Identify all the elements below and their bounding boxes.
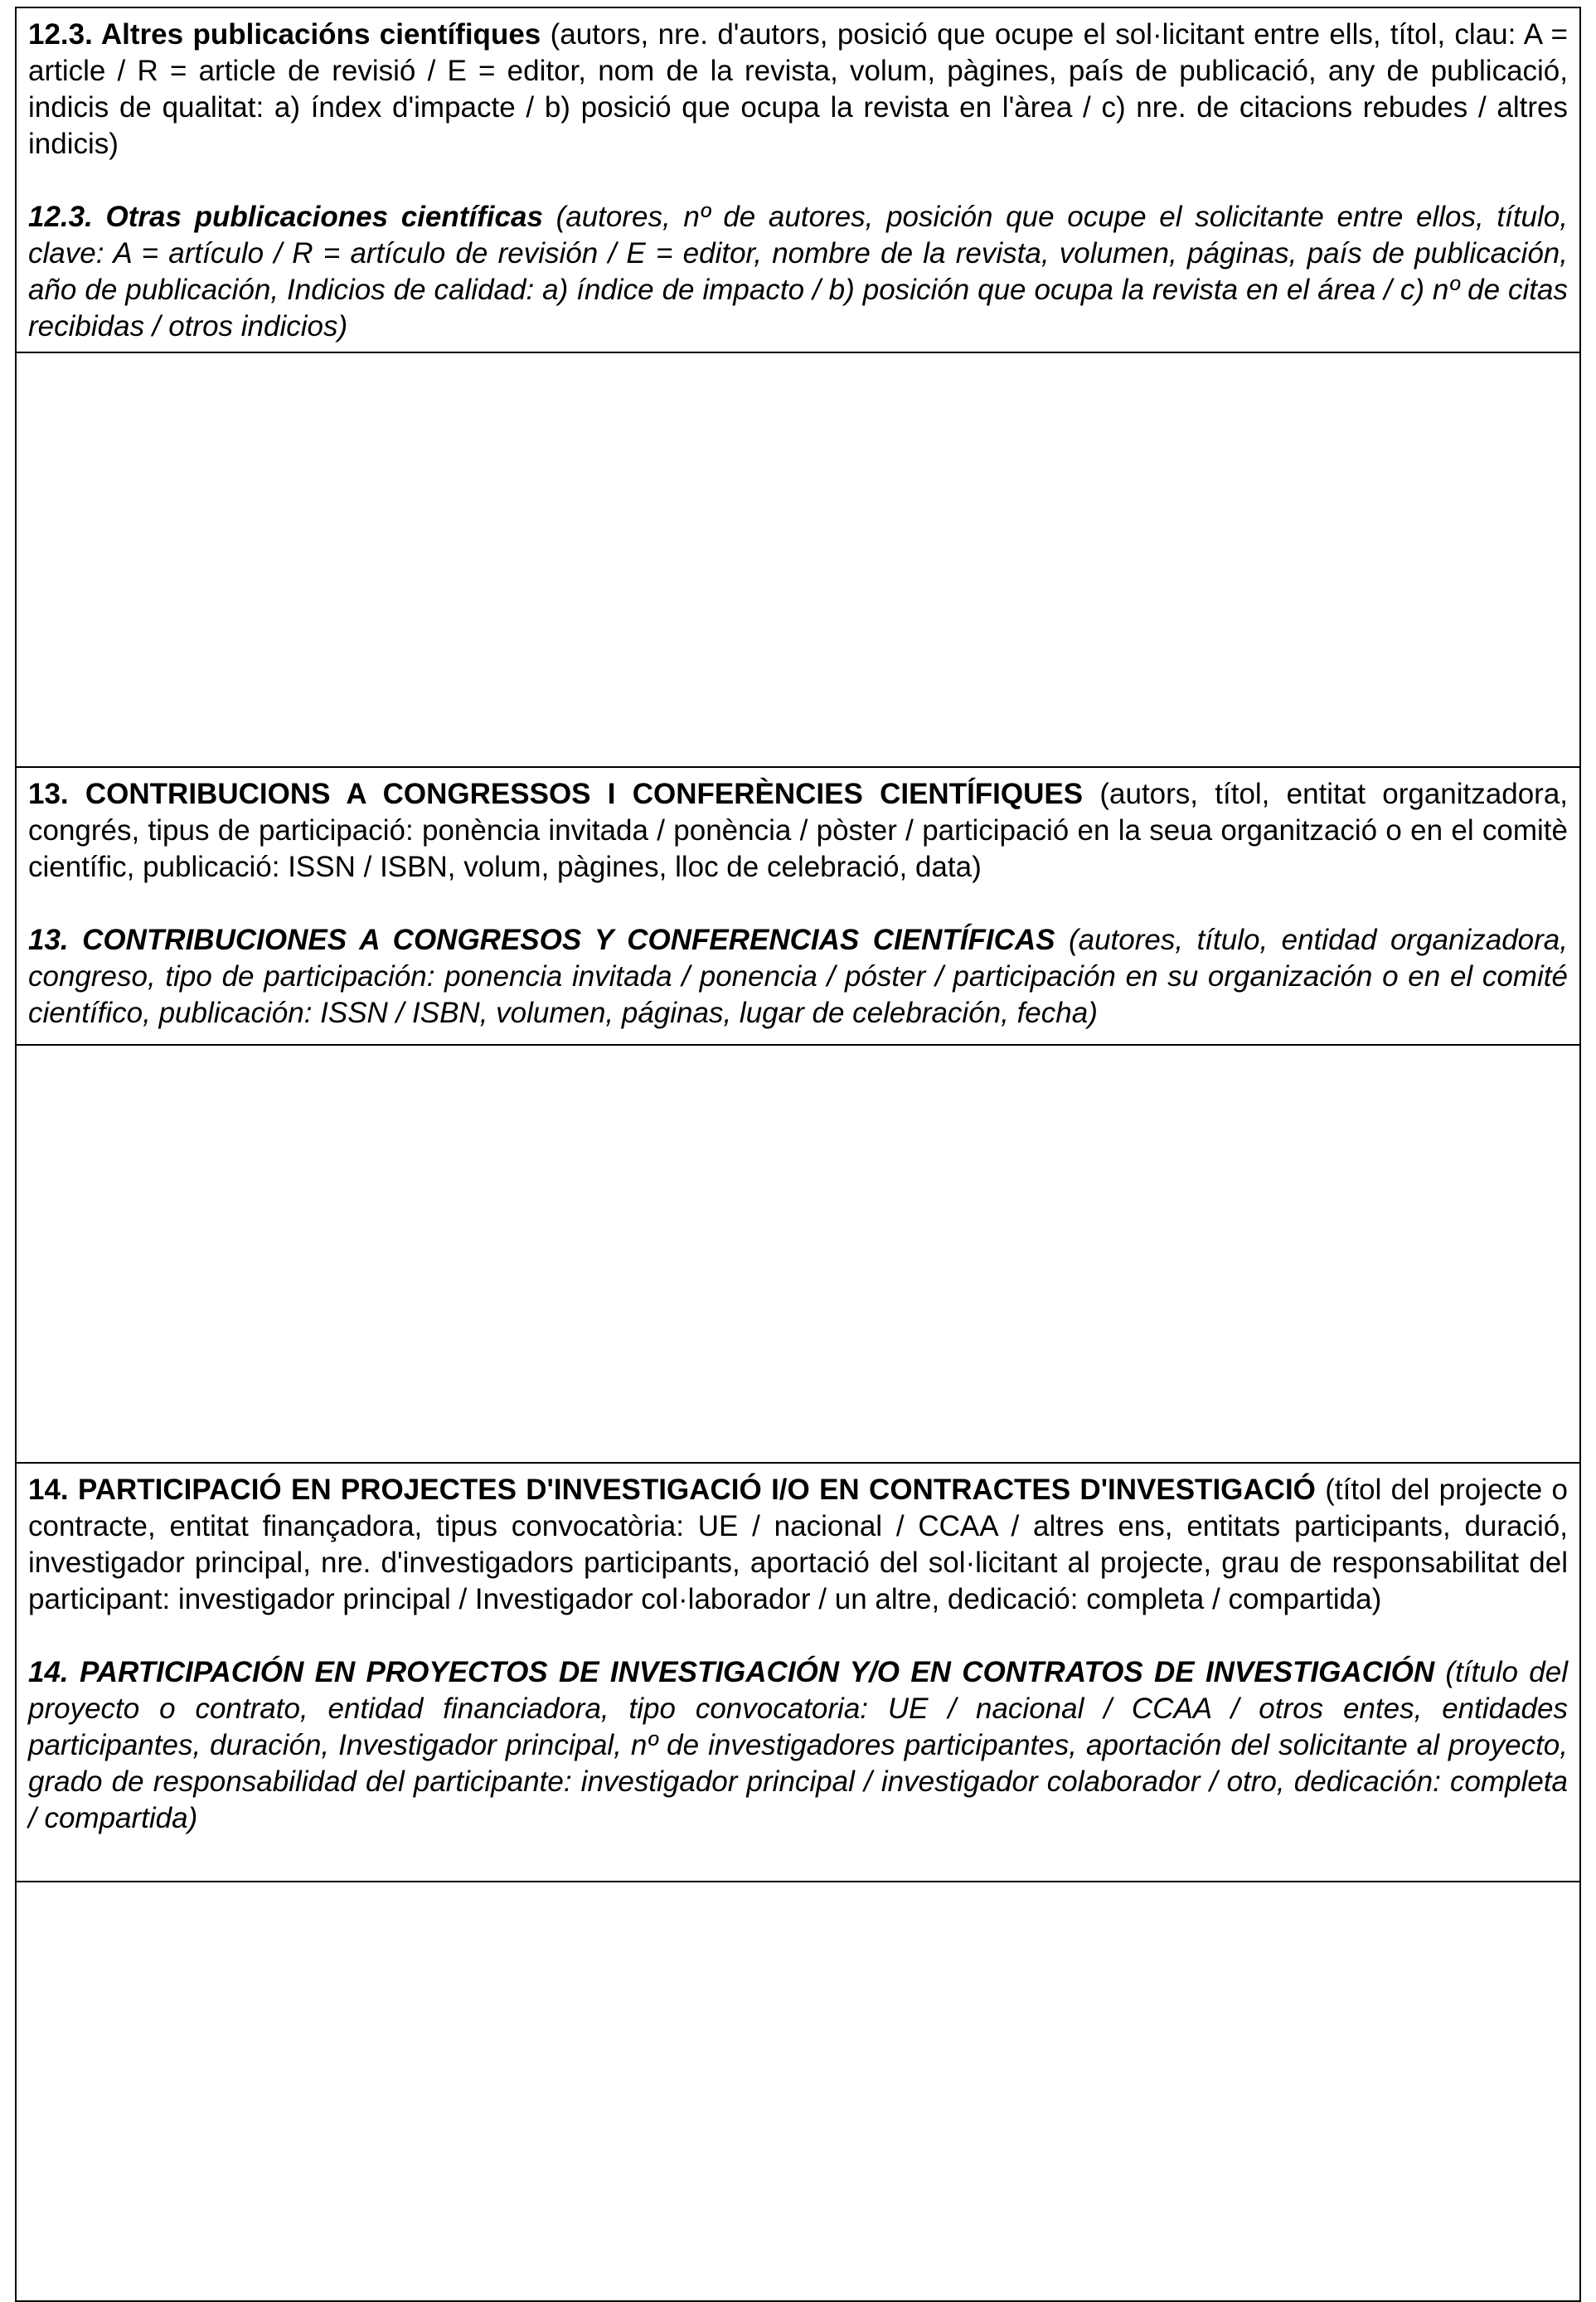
section-14-spanish-text	[28, 1654, 1568, 1837]
section-13-spanish-title: 13. CONTRIBUCIONES A CONGRESOS Y CONFERENCIAS CIENTÍFICAS	[28, 924, 1055, 956]
section-13-catalan-text	[28, 776, 1568, 886]
section-14-header	[17, 1464, 1579, 1882]
section-13-spanish-text	[28, 922, 1568, 1032]
section-12-3-header	[17, 8, 1579, 353]
section-13-catalan-title: 13. CONTRIBUCIONS A CONGRESSOS I CONFERÈNCIES CIENTÍFIQUES	[28, 778, 1084, 810]
section-12-3-answer-field[interactable]	[17, 353, 1579, 768]
section-12-3-catalan-title: 12.3. Altres publicacións científiques	[28, 18, 541, 51]
section-14-catalan-text	[28, 1472, 1568, 1618]
section-14-catalan-title: 14. PARTICIPACIÓ EN PROJECTES D'INVESTIGACIÓ I/O EN CONTRACTES D'INVESTIGACIÓ	[28, 1474, 1316, 1506]
section-14-catalan-description: (títol del projecte o contracte, entitat finançadora, tipus convocatòria: UE / nacional / CCAA / altres ens, entitats participants, duració, investigador principal, nre. d'investigadors participants, aportació del sol·licitant al projecte, grau de responsabilitat del participant: investigador principal / Investigador col·laborador / un altre, dedicació: completa / compartida)	[28, 1474, 1568, 1615]
section-14-spanish-description: (título del proyecto o contrato, entidad financiadora, tipo convocatoria: UE / nacional / CCAA / otros entes, entidades participantes, duración, Investigador principal, nº de investigadores participantes, aportación del solicitante al proyecto, grado de responsabilidad del participante: investigador principal / investigador colaborador / otro, dedicación: completa / compartida)	[28, 1656, 1568, 1834]
section-13-answer-field[interactable]	[17, 1046, 1579, 1464]
section-12-3-spanish-description: (autores, nº de autores, posición que ocupe el solicitante entre ellos, título, clave: A = artículo / R = artículo de revisión / E = editor, nombre de la revista, volumen, páginas, país de publicación, año de publicación, Indicios de calidad: a) índice de impacto / b) posición que ocupa la revista en el área / c) nº de citas recibidas / otros indicios)	[28, 201, 1568, 342]
section-13-catalan-description: (autors, títol, entitat organitzadora, congrés, tipus de participació: ponència invitada / ponència / pòster / participació en la seua organització o en el comitè científic, publicació: ISSN / ISBN, volum, pàgines, lloc de celebració, data)	[28, 778, 1569, 883]
section-14-spanish-title: 14. PARTICIPACIÓN EN PROYECTOS DE INVESTIGACIÓN Y/O EN CONTRATOS DE INVESTIGACIÓN	[28, 1656, 1435, 1688]
section-13-header	[17, 768, 1579, 1046]
section-12-3-catalan-description: (autors, nre. d'autors, posició que ocupe el sol·licitant entre ells, títol, clau: A = article / R = article de revisió / E = editor, nom de la revista, volum, pàgines, país de publicació, any de publicació, indicis de qualitat: a) índex d'impacte / b) posició que ocupa la revista en l'àrea / c) nre. de citacions rebudes / altres indicis)	[28, 18, 1569, 160]
section-12-3-spanish-title: 12.3. Otras publicaciones científicas	[28, 201, 543, 233]
section-14-answer-field[interactable]	[17, 1882, 1579, 2300]
section-12-3-catalan-text	[28, 17, 1568, 163]
section-12-3-spanish-text	[28, 199, 1568, 345]
section-13-spanish-description: (autores, título, entidad organizadora, congreso, tipo de participación: ponencia invitada / ponencia / póster / participación en su organización o en el comité científico, publicación: ISSN / ISBN, volumen, páginas, lugar de celebración, fecha)	[28, 924, 1568, 1029]
form-table	[15, 7, 1581, 2302]
